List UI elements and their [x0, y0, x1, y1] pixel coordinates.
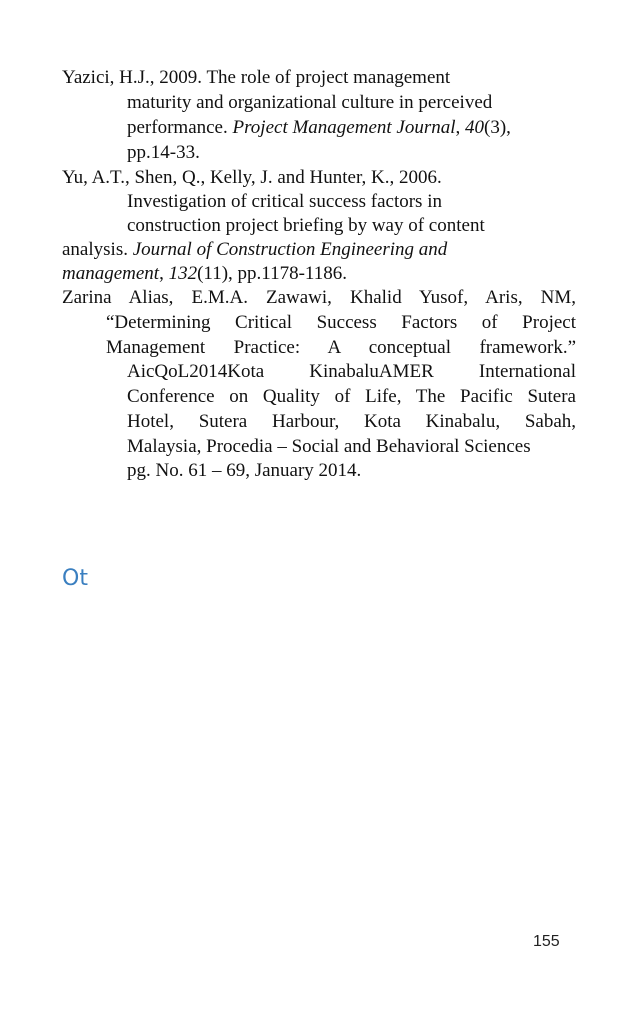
reference-line: pp.14-33.: [127, 142, 200, 163]
reference-line: Yu, A.T., Shen, Q., Kelly, J. and Hunter, K., 2006.: [62, 167, 442, 188]
section-heading: Ot: [62, 566, 88, 591]
reference-line: AicQoL2014Kota KinabaluAMER International: [127, 361, 576, 382]
reference-line: pg. No. 61 – 69, January 2014.: [127, 460, 362, 481]
reference-line: Malaysia, Procedia – Social and Behavioral Sciences: [127, 436, 531, 457]
reference-line: performance. Project Management Journal, 40(3),: [127, 117, 511, 138]
reference-line: management, 132(11), pp.1178-1186.: [62, 263, 347, 284]
reference-line: maturity and organizational culture in perceived: [127, 92, 493, 113]
reference-line: Hotel, Sutera Harbour, Kota Kinabalu, Sabah,: [127, 411, 576, 432]
reference-line: Investigation of critical success factors in: [127, 191, 442, 212]
reference-line: Management Practice: A conceptual framework.”: [106, 337, 576, 358]
reference-line: Yazici, H.J., 2009. The role of project management: [62, 67, 451, 88]
reference-line: construction project briefing by way of content: [127, 215, 485, 236]
reference-line: analysis. Journal of Construction Engineering and: [62, 239, 448, 260]
reference-line: “Determining Critical Success Factors of Project: [106, 312, 576, 333]
reference-line: Conference on Quality of Life, The Pacific Sutera: [127, 386, 576, 407]
page-number: 155: [533, 933, 560, 950]
reference-line: Zarina Alias, E.M.A. Zawawi, Khalid Yusof, Aris, NM,: [62, 287, 576, 308]
